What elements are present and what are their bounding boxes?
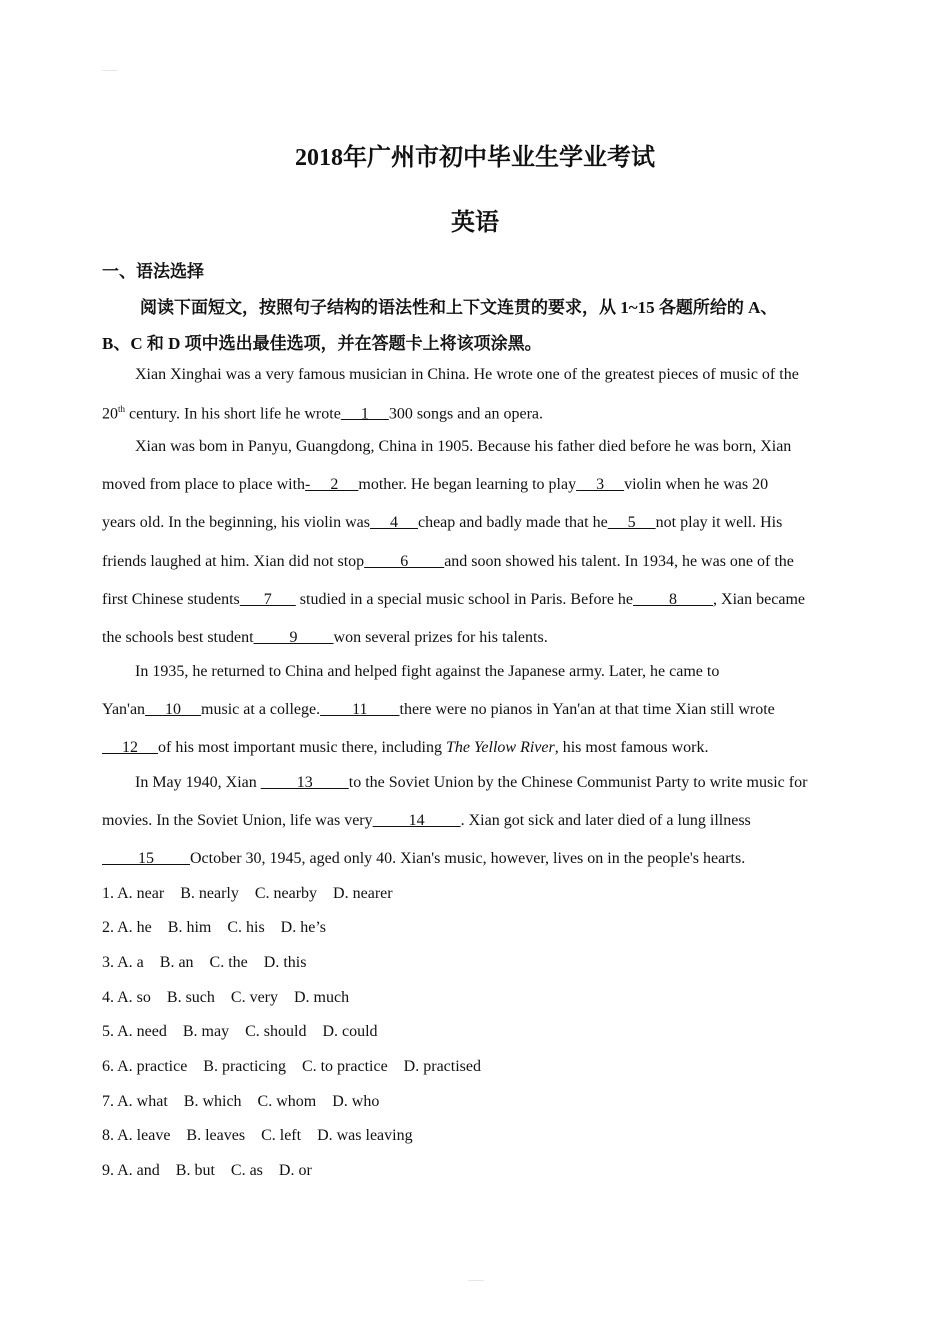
blank-11: 11: [320, 701, 400, 718]
passage-line: Xian Xinghai was a very famous musician in China. He wrote one of the greatest pieces of music of the: [135, 366, 799, 383]
option-line-1: 1. A. near B. nearly C. nearby D. nearer: [102, 885, 393, 902]
passage-line: [102, 850, 745, 868]
option-line-2: 2. A. he B. him C. his D. he’s: [102, 919, 327, 936]
passage-text: of his most important music there, including: [158, 739, 446, 756]
passage-text: movies. In the Soviet Union, life was very: [102, 812, 373, 829]
blank-2: - 2: [305, 476, 359, 493]
exam-title: 2018年广州市初中毕业生学业考试: [295, 145, 655, 171]
blank-3: 3: [576, 476, 625, 493]
option-line-3: 3. A. a B. an C. the D. this: [102, 954, 307, 971]
passage-text: moved from place to place with: [102, 476, 306, 493]
blank-5: 5: [607, 514, 656, 531]
passage-text: there were no pianos in Yan'an at that time Xian still wrote: [399, 701, 775, 718]
blank-13: 13: [260, 774, 349, 791]
option-line-6: 6. A. practice B. practicing C. to practice D. practised: [102, 1058, 481, 1075]
blank-15: 15: [102, 850, 190, 867]
instruction-line-1: 阅读下面短文，按照句子结构的语法性和上下文连贯的要求，从 1~15 各题所给的 A、: [140, 298, 778, 317]
passage-text: 300 songs and an opera.: [388, 405, 543, 423]
faint-mark: [468, 1280, 484, 1281]
passage-text: friends laughed at him. Xian did not stop: [102, 553, 365, 570]
passage-line: [102, 404, 543, 423]
passage-line: [102, 739, 709, 757]
blank-6: 6: [364, 553, 445, 570]
blank-7: 7: [239, 591, 296, 608]
passage-text: , his most famous work.: [554, 739, 709, 756]
option-line-9: 9. A. and B. but C. as D. or: [102, 1162, 312, 1179]
option-line-5: 5. A. need B. may C. should D. could: [102, 1023, 378, 1040]
passage-text: . Xian got sick and later died of a lung illness: [460, 812, 751, 829]
blank-9: 9: [253, 629, 334, 646]
passage-text: and soon showed his talent. In 1934, he was one of the: [444, 553, 794, 570]
passage-line: In 1935, he returned to China and helped fight against the Japanese army. Later, he came to: [135, 663, 720, 680]
faint-mark: [102, 70, 118, 71]
passage-text: century. In his short life he wrote: [125, 405, 341, 423]
passage-text: Yan'an: [102, 701, 146, 718]
passage-text: , Xian became: [713, 591, 805, 608]
passage-text: to the Soviet Union by the Chinese Communist Party to write music for: [348, 774, 808, 791]
passage-line: [102, 553, 794, 571]
blank-8: 8: [633, 591, 714, 608]
passage-text: the schools best student: [102, 629, 254, 646]
blank-12: 12: [102, 739, 158, 756]
passage-line: [102, 701, 775, 719]
option-line-8: 8. A. leave B. leaves C. left D. was leaving: [102, 1127, 413, 1144]
passage-line: [102, 476, 768, 494]
passage-text: won several prizes for his talents.: [333, 629, 548, 646]
passage-text: cheap and badly made that he: [417, 514, 608, 531]
passage-line: Xian was bom in Panyu, Guangdong, China in 1905. Because his father died before he was born, Xian: [135, 438, 792, 455]
option-line-7: 7. A. what B. which C. whom D. who: [102, 1093, 380, 1110]
passage-line: [102, 629, 548, 647]
passage-line: [102, 514, 782, 532]
song-title: The Yellow River: [445, 739, 555, 756]
passage-text: 20: [102, 405, 118, 423]
passage-text: studied in a special music school in Paris. Before he: [295, 591, 634, 608]
passage-text: violin when he was 20: [624, 476, 769, 493]
passage-line: [102, 774, 807, 792]
exam-subject: 英语: [451, 210, 499, 236]
blank-1: 1: [340, 405, 389, 423]
passage-text: mother. He began learning to play: [358, 476, 577, 493]
superscript: th: [118, 404, 126, 414]
passage-text: first Chinese students: [102, 591, 240, 608]
blank-4: 4: [369, 514, 418, 531]
blank-14: 14: [372, 812, 461, 829]
passage-line: [102, 812, 751, 830]
passage-text: years old. In the beginning, his violin was: [102, 514, 370, 531]
passage-line: [102, 591, 805, 609]
option-line-4: 4. A. so B. such C. very D. much: [102, 989, 350, 1006]
blank-10: 10: [145, 701, 202, 718]
passage-text: In May 1940, Xian: [135, 774, 261, 791]
passage-text: October 30, 1945, aged only 40. Xian's music, however, lives on in the people's hearts.: [190, 850, 746, 867]
instruction-line-2: B、C 和 D 项中选出最佳选项，并在答题卡上将该项涂黑。: [102, 334, 542, 353]
passage-text: music at a college.: [201, 701, 321, 718]
section-heading: 一、语法选择: [102, 262, 204, 281]
passage-text: not play it well. His: [655, 514, 783, 531]
